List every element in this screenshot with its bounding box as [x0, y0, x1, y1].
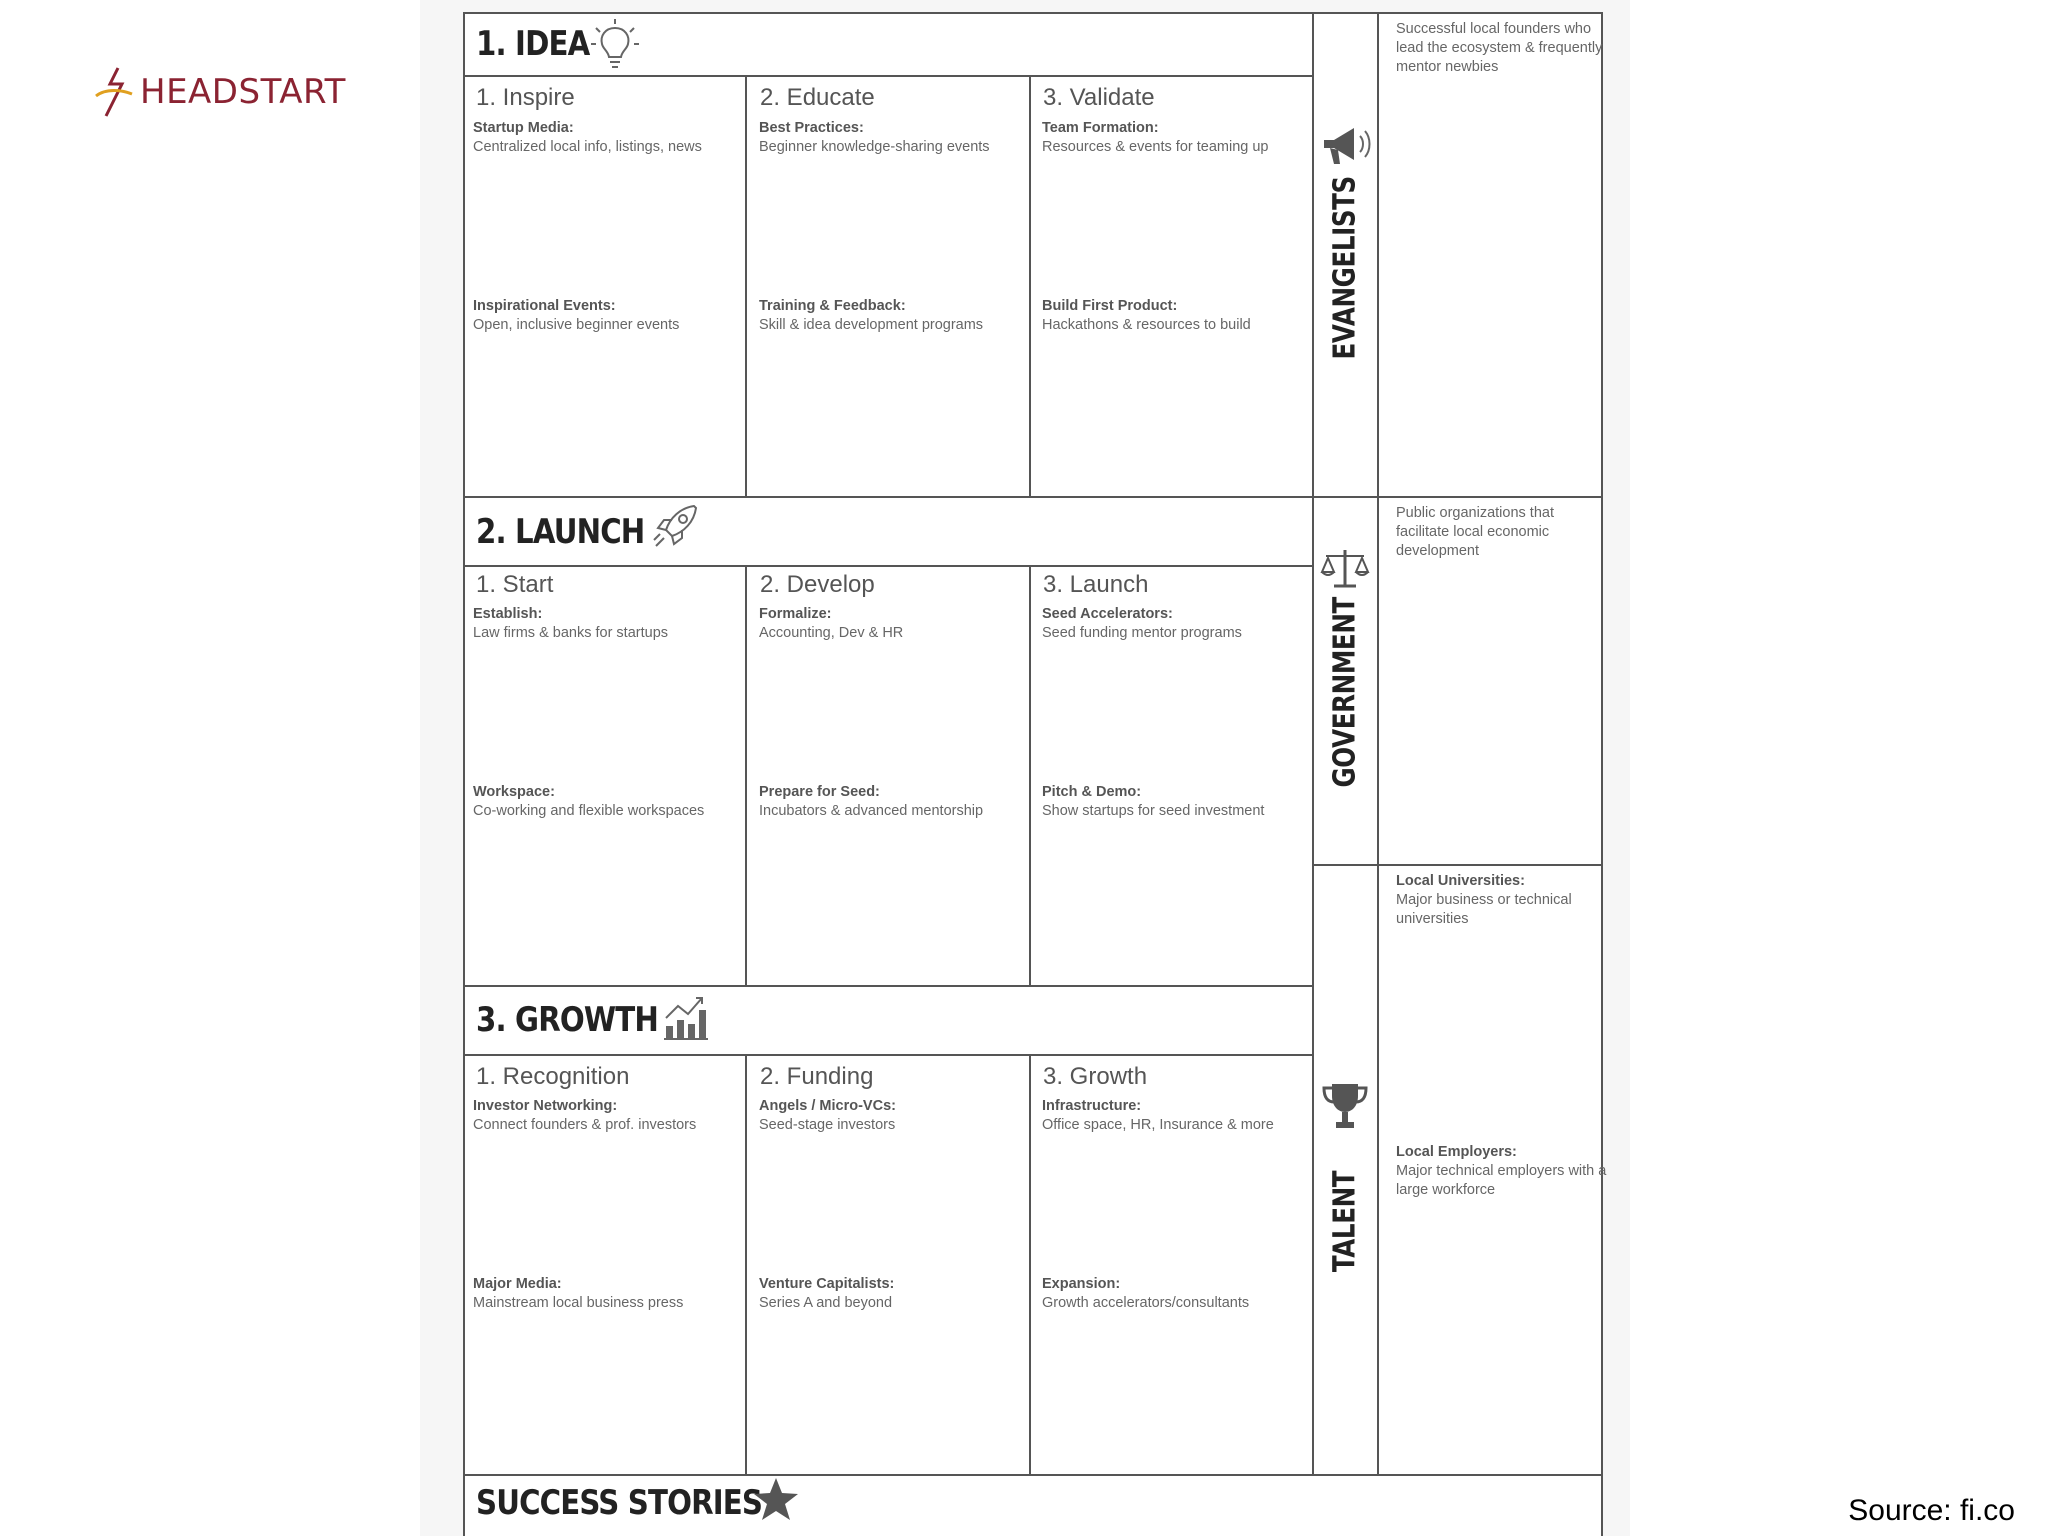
- divider: [463, 1054, 1314, 1056]
- source-credit: Source: fi.co: [1848, 1494, 2015, 1527]
- divider: [745, 566, 747, 985]
- cell-item: Best Practices: Beginner knowledge-sharing events: [759, 120, 990, 155]
- cell-item: Major Media: Mainstream local business press: [473, 1276, 684, 1311]
- headstart-logo: [92, 66, 346, 118]
- cell-item: Seed Accelerators: Seed funding mentor programs: [1042, 606, 1242, 641]
- cell-title-recognition: 1. Recognition: [476, 1063, 630, 1090]
- cell-item: Venture Capitalists: Series A and beyond: [759, 1276, 895, 1311]
- divider: [463, 565, 1314, 567]
- cell-item: Pitch & Demo: Show startups for seed investment: [1042, 784, 1265, 819]
- lightbulb-icon: [590, 18, 640, 74]
- cell-item: Expansion: Growth accelerators/consultants: [1042, 1276, 1250, 1311]
- divider: [1029, 76, 1031, 496]
- cell-title-launch: 3. Launch: [1043, 571, 1149, 598]
- divider: [463, 985, 1314, 987]
- cell-item: Formalize: Accounting, Dev & HR: [759, 606, 904, 641]
- section-title-launch: 2. LAUNCH: [476, 512, 645, 552]
- cell-title-inspire: 1. Inspire: [476, 84, 575, 111]
- cell-item: Prepare for Seed: Incubators & advanced mentorship: [759, 784, 984, 819]
- cell-item: Infrastructure: Office space, HR, Insurance & more: [1042, 1098, 1274, 1133]
- divider: [1029, 566, 1031, 985]
- side-label-talent: TALENT: [1327, 1170, 1363, 1273]
- divider: [745, 1055, 747, 1474]
- trophy-icon: [1322, 1080, 1368, 1132]
- megaphone-icon: [1320, 124, 1372, 170]
- cell-item: Startup Media: Centralized local info, listings, news: [473, 120, 702, 155]
- divider: [463, 1474, 1603, 1476]
- scales-icon: [1320, 548, 1370, 590]
- cell-item: Establish: Law firms & banks for startups: [473, 606, 669, 641]
- divider: [1029, 1055, 1031, 1474]
- cell-title-start: 1. Start: [476, 571, 554, 598]
- divider: [745, 76, 747, 496]
- cell-item: Investor Networking: Connect founders & prof. investors: [473, 1098, 697, 1133]
- divider: [1377, 12, 1379, 1474]
- divider: [1312, 12, 1314, 1474]
- logo-text: HEADSTART: [140, 72, 346, 112]
- cell-title-develop: 2. Develop: [760, 571, 875, 598]
- side-note-evangelists: Successful local founders who lead the ecosystem & frequently mentor newbies: [1396, 21, 1603, 75]
- side-note-universities: Local Universities: Major business or technical universities: [1396, 873, 1572, 927]
- cell-item: Build First Product: Hackathons & resources to build: [1042, 298, 1251, 333]
- cell-item: Angels / Micro-VCs: Seed-stage investors: [759, 1098, 896, 1133]
- side-label-evangelists: EVANGELISTS: [1327, 176, 1363, 360]
- divider: [463, 496, 1603, 498]
- star-icon: [752, 1476, 800, 1522]
- rocket-icon: [650, 502, 700, 552]
- side-note-employers: Local Employers: Major technical employers with a large workforce: [1396, 1144, 1607, 1198]
- cell-item: Inspirational Events: Open, inclusive beginner events: [473, 298, 680, 333]
- side-note-government: Public organizations that facilitate local economic development: [1396, 505, 1554, 559]
- section-title-success-stories: SUCCESS STORIES: [476, 1483, 763, 1523]
- cell-item: Training & Feedback: Skill & idea development programs: [759, 298, 984, 333]
- cell-title-growth: 3. Growth: [1043, 1063, 1148, 1090]
- divider: [1312, 864, 1603, 866]
- section-title-growth: 3. GROWTH: [476, 1000, 658, 1040]
- cell-item: Team Formation: Resources & events for teaming up: [1042, 120, 1269, 155]
- cell-title-validate: 3. Validate: [1043, 84, 1155, 111]
- headstart-logo-icon: [92, 66, 136, 118]
- cell-item: Workspace: Co-working and flexible workspaces: [473, 784, 705, 819]
- section-title-idea: 1. IDEA: [476, 24, 590, 64]
- divider: [463, 75, 1314, 77]
- side-label-government: GOVERNMENT: [1327, 597, 1363, 788]
- bar-chart-icon: [662, 994, 710, 1042]
- cell-title-funding: 2. Funding: [760, 1063, 874, 1090]
- cell-title-educate: 2. Educate: [760, 84, 875, 111]
